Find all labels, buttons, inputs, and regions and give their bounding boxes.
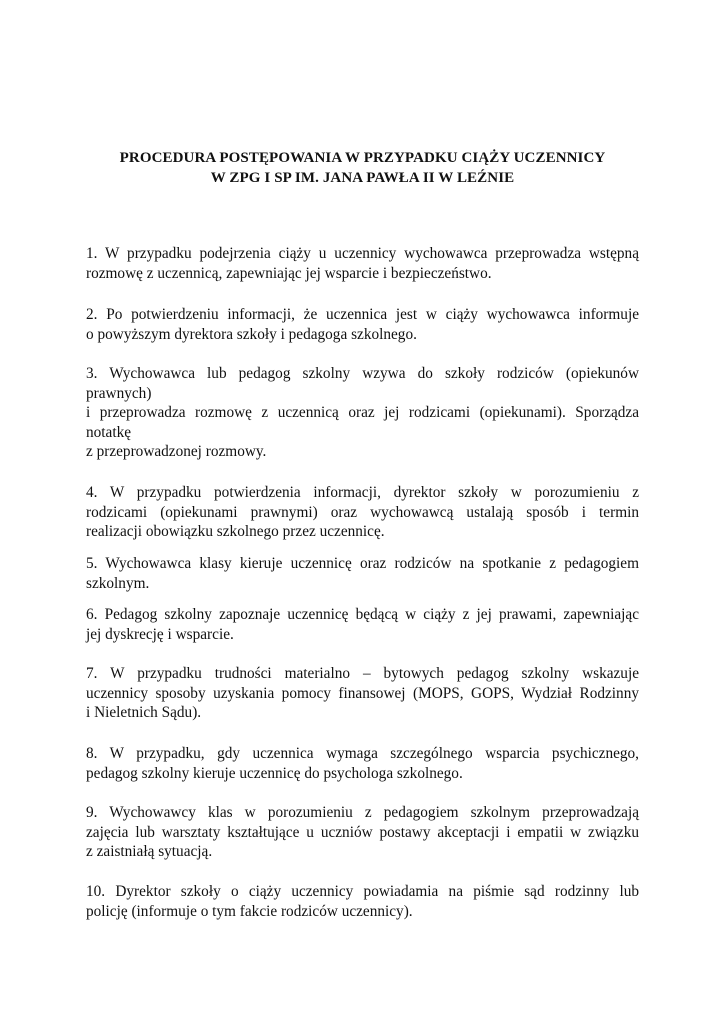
paragraph-1 [86, 244, 639, 283]
document-title [85, 148, 640, 188]
paragraph-line: 7. W przypadku trudności materialno – bytowych pedagog szkolny wskazuje [86, 665, 639, 682]
paragraph-line: 8. W przypadku, gdy uczennica wymaga szczególnego wsparcia psychicznego, [86, 745, 639, 762]
paragraph-line: 1. W przypadku podejrzenia ciąży u uczennicy wychowawca przeprowadza wstępną [86, 245, 639, 262]
paragraph-line: 6. Pedagog szkolny zapoznaje uczennicę będącą w ciąży z jej prawami, zapewniając [86, 606, 639, 623]
paragraph-line: o powyższym dyrektora szkoły i pedagoga szkolnego. [86, 325, 417, 343]
paragraph-7 [86, 664, 639, 723]
paragraph-line: 4. W przypadku potwierdzenia informacji, dyrektor szkoły w porozumieniu z [86, 484, 639, 501]
paragraph-3 [86, 364, 639, 462]
paragraph-line: rozmowę z uczennicą, zapewniając jej wsparcie i bezpieczeństwo. [86, 264, 492, 282]
paragraph-line: szkolnym. [86, 574, 150, 592]
paragraph-line: 2. Po potwierdzeniu informacji, że uczennica jest w ciąży wychowawca informuje [86, 306, 639, 323]
paragraph-line: i przeprowadza rozmowę z uczennicą oraz jej rodzicami (opiekunami). Sporządza [86, 404, 639, 421]
paragraph-10 [86, 882, 639, 921]
paragraph-line: uczennicy sposoby uzyskania pomocy finansowej (MOPS, GOPS, Wydział Rodzinny [86, 684, 639, 702]
paragraph-line: realizacji obowiązku szkolnego przez uczennicę. [86, 523, 385, 540]
paragraph-line: 5. Wychowawca klasy kieruje uczennicę oraz rodziców na spotkanie z pedagogiem [86, 555, 639, 572]
paragraph-line: jej dyskrecję i wsparcie. [86, 625, 234, 643]
paragraph-2 [86, 305, 639, 344]
paragraph-line: i Nieletnich Sądu). [86, 704, 202, 721]
paragraph-line: notatkę [86, 423, 132, 441]
paragraph-6 [86, 605, 639, 644]
paragraph-line: zajęcia lub warsztaty kształtujące u uczniów postawy akceptacji i empatii w związku [86, 823, 639, 841]
title-line-2: W ZPG I SP IM. JANA PAWŁA II W LEŹNIE [210, 170, 515, 186]
paragraph-line: prawnych) [86, 384, 152, 402]
paragraph-line: pedagog szkolny kieruje uczennicę do psychologa szkolnego. [86, 764, 463, 782]
paragraph-line: policję (informuje o tym fakcie rodziców uczennicy). [86, 902, 413, 920]
paragraph-line: 3. Wychowawca lub pedagog szkolny wzywa do szkoły rodziców (opiekunów [86, 365, 639, 382]
paragraph-line: 9. Wychowawcy klas w porozumieniu z pedagogiem szkolnym przeprowadzają [86, 804, 639, 821]
paragraph-8 [86, 744, 639, 783]
paragraph-9 [86, 803, 639, 862]
paragraph-5 [86, 554, 639, 593]
paragraph-line: 10. Dyrektor szkoły o ciąży uczennicy powiadamia na piśmie sąd rodzinny lub [86, 883, 639, 900]
paragraph-line: z przeprowadzonej rozmowy. [86, 443, 267, 460]
paragraph-line: rodzicami (opiekunami prawnymi) oraz wychowawcą ustalają sposób i termin [86, 503, 639, 521]
title-line-1: PROCEDURA POSTĘPOWANIA W PRZYPADKU CIĄŻY UCZENNICY [119, 150, 606, 166]
paragraph-4 [86, 483, 639, 542]
paragraph-line: z zaistniałą sytuacją. [86, 843, 213, 860]
